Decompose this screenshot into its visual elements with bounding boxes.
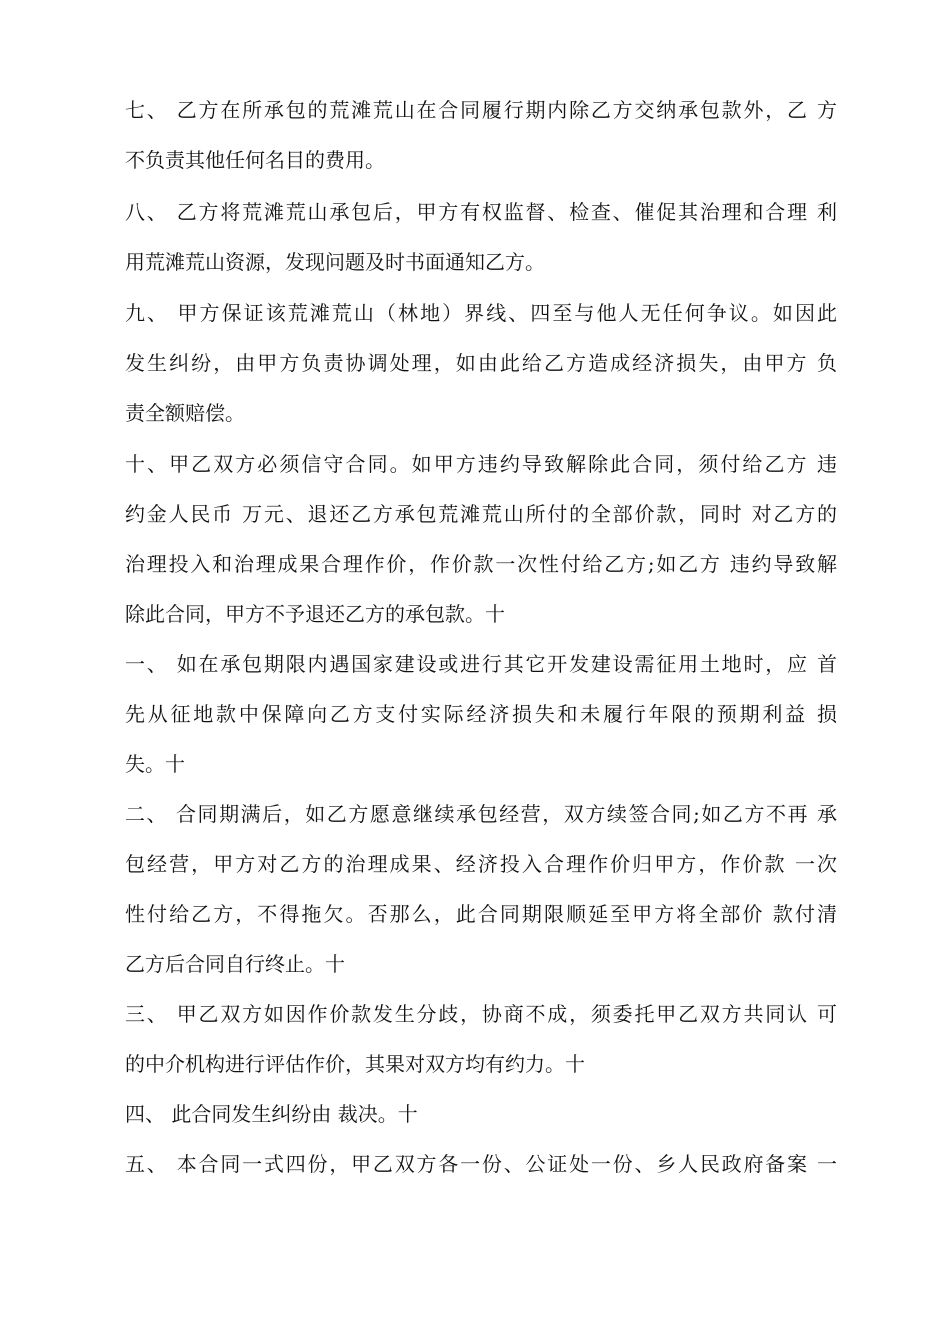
clause-9-line-1: 九、 甲方保证该荒滩荒山（林地）界线、四至与他人无任何争议。如因此 (125, 301, 837, 325)
clause-12-line-1: 二、 合同期满后，如乙方愿意继续承包经营，双方续签合同;如乙方不再 承 (125, 802, 837, 826)
clause-8-line-1: 八、 乙方将荒滩荒山承包后，甲方有权监督、检查、催促其治理和合理 利 (125, 200, 837, 224)
clause-11-line-2: 先从征地款中保障向乙方支付实际经济损失和未履行年限的预期利益 损 (125, 702, 837, 726)
clause-8-line-2: 用荒滩荒山资源，发现问题及时书面通知乙方。 (125, 250, 545, 274)
clause-11-line-1: 一、 如在承包期限内遇国家建设或进行其它开发建设需征用土地时，应 首 (125, 652, 837, 676)
clause-10-line-2: 约金人民币 万元、退还乙方承包荒滩荒山所付的全部价款，同时 对乙方的 (125, 502, 837, 526)
clause-12-line-3: 性付给乙方，不得拖欠。否那么，此合同期限顺延至甲方将全部价 款付清 (125, 902, 837, 926)
clause-14-line-1: 四、 此合同发生纠纷由 裁决。十 (125, 1102, 418, 1126)
clause-15-line-1: 五、 本合同一式四份，甲乙双方各一份、公证处一份、乡人民政府备案 一 (125, 1152, 837, 1176)
clause-12-line-4: 乙方后合同自行终止。十 (125, 952, 345, 976)
clause-10-line-4: 除此合同，甲方不予退还乙方的承包款。十 (125, 602, 505, 626)
clause-10-line-3: 治理投入和治理成果合理作价，作价款一次性付给乙方;如乙方 违约导致解 (125, 552, 837, 576)
clause-13-line-1: 三、 甲乙双方如因作价款发生分歧，协商不成，须委托甲乙双方共同认 可 (125, 1002, 837, 1026)
clause-9-line-2: 发生纠纷，由甲方负责协调处理，如由此给乙方造成经济损失，由甲方 负 (125, 351, 837, 375)
clause-12-line-2: 包经营，甲方对乙方的治理成果、经济投入合理作价归甲方，作价款 一次 (125, 852, 837, 876)
clause-13-line-2: 的中介机构进行评估作价，其果对双方均有约力。十 (125, 1052, 585, 1076)
clause-9-line-3: 责全额赔偿。 (125, 401, 245, 425)
clause-7-line-2: 不负责其他任何名目的费用。 (125, 148, 385, 172)
clause-7-line-1: 七、 乙方在所承包的荒滩荒山在合同履行期内除乙方交纳承包款外，乙 方 (125, 98, 837, 122)
clause-10-line-1: 十、甲乙双方必须信守合同。如甲方违约导致解除此合同，须付给乙方 违 (125, 452, 837, 476)
clause-11-line-3: 失。十 (125, 752, 185, 776)
